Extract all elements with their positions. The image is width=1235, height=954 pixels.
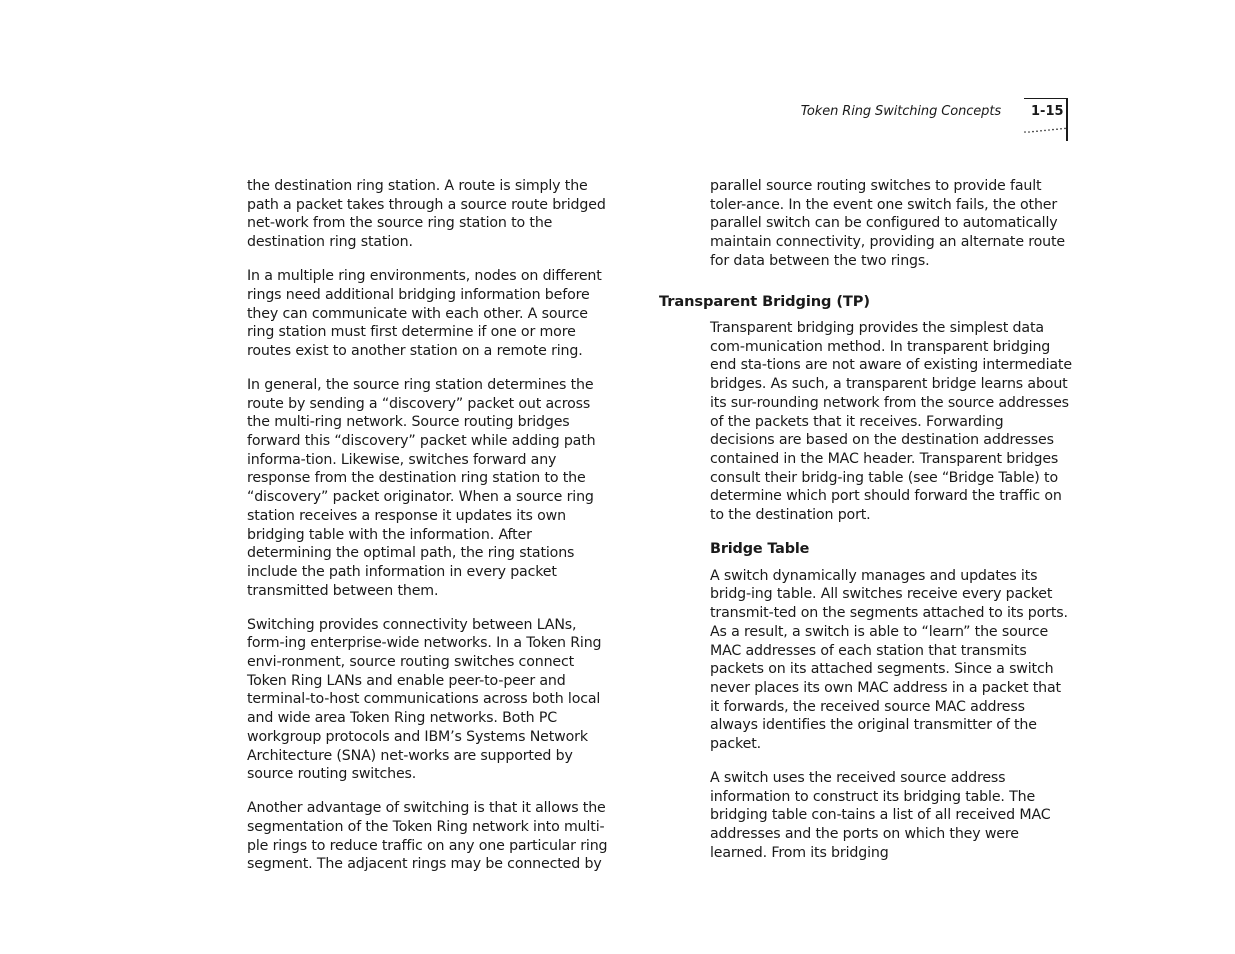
- header-dotted-line: [1024, 127, 1066, 133]
- paragraph: Switching provides connectivity between LANs, form-ing enterprise-wide networks. In a Token Ring envi-ronment, source routing switches connect Token Ring LANs and enable peer-to-peer and terminal-to-host communications across both local and wide area Token Ring networks. Both PC workgroup protocols and IBM’s Systems Network Architecture (SNA) net-works are supported by source routing switches.: [247, 616, 602, 783]
- header-rule-horizontal: [1024, 98, 1068, 99]
- left-column: [247, 177, 612, 889]
- page-number: 1-15: [1031, 104, 1064, 119]
- paragraph: In a multiple ring environments, nodes on different rings need additional bridging information before they can communicate with each other. A source ring station must first determine if one or more routes exist to another station on a remote ring.: [247, 268, 602, 359]
- running-header-title: Token Ring Switching Concepts: [800, 104, 1001, 119]
- paragraph: Transparent bridging provides the simplest data com-munication method. In transparent bridging end sta-tions are not aware of existing intermediate bridges. As such, a transparent bridge learns about its sur-rounding network from the source addresses of the packets that it receives. Forwarding decisions are based on the destination addresses contained in the MAC header. Transparent bridges consult their bridg-ing table (see “Bridge Table) to determine which port should forward the traffic on to the destination port.: [710, 320, 1072, 524]
- paragraph: In general, the source ring station determines the route by sending a “discovery” packet out across the multi-ring network. Source routing bridges forward this “discovery” packet while adding path informa-tion. Likewise, switches forward any response from the destination ring station to the “discovery” packet originator. When a source ring station receives a response it updates its own bridging table with the information. After determining the optimal path, the ring stations include the path information in every packet transmitted between them.: [247, 376, 596, 599]
- paragraph: parallel source routing switches to provide fault toler-ance. In the event one switch fails, the other parallel switch can be configured to automatically maintain connectivity, providing an alternate route for data between the two rings.: [710, 178, 1065, 269]
- paragraph: the destination ring station. A route is simply the path a packet takes through a source route bridged net-work from the source ring station to the destination ring station.: [247, 178, 606, 251]
- paragraph: A switch uses the received source address information to construct its bridging table. The bridging table con-tains a list of all received MAC addresses and the ports on which they were learned. From its bridging: [710, 770, 1051, 861]
- section-heading: Transparent Bridging (TP): [659, 293, 870, 310]
- right-column-section: [710, 319, 1072, 878]
- paragraph: A switch dynamically manages and updates its bridg-ing table. All switches receive every packet transmit-ted on the segments attached to its ports. As a result, a switch is able to “learn” the source MAC addresses of each station that transmits packets on its attached segments. Since a switch never places its own MAC address in a packet that it forwards, the received source MAC address always identifies the original transmitter of the packet.: [710, 567, 1068, 753]
- header-rule-vertical: [1066, 98, 1068, 141]
- subheading: Bridge Table: [710, 541, 810, 558]
- paragraph: Another advantage of switching is that it allows the segmentation of the Token Ring network into multi-ple rings to reduce traffic on any one particular ring segment. The adjacent rings may be connected by: [247, 800, 608, 873]
- right-column-intro: [710, 177, 1072, 286]
